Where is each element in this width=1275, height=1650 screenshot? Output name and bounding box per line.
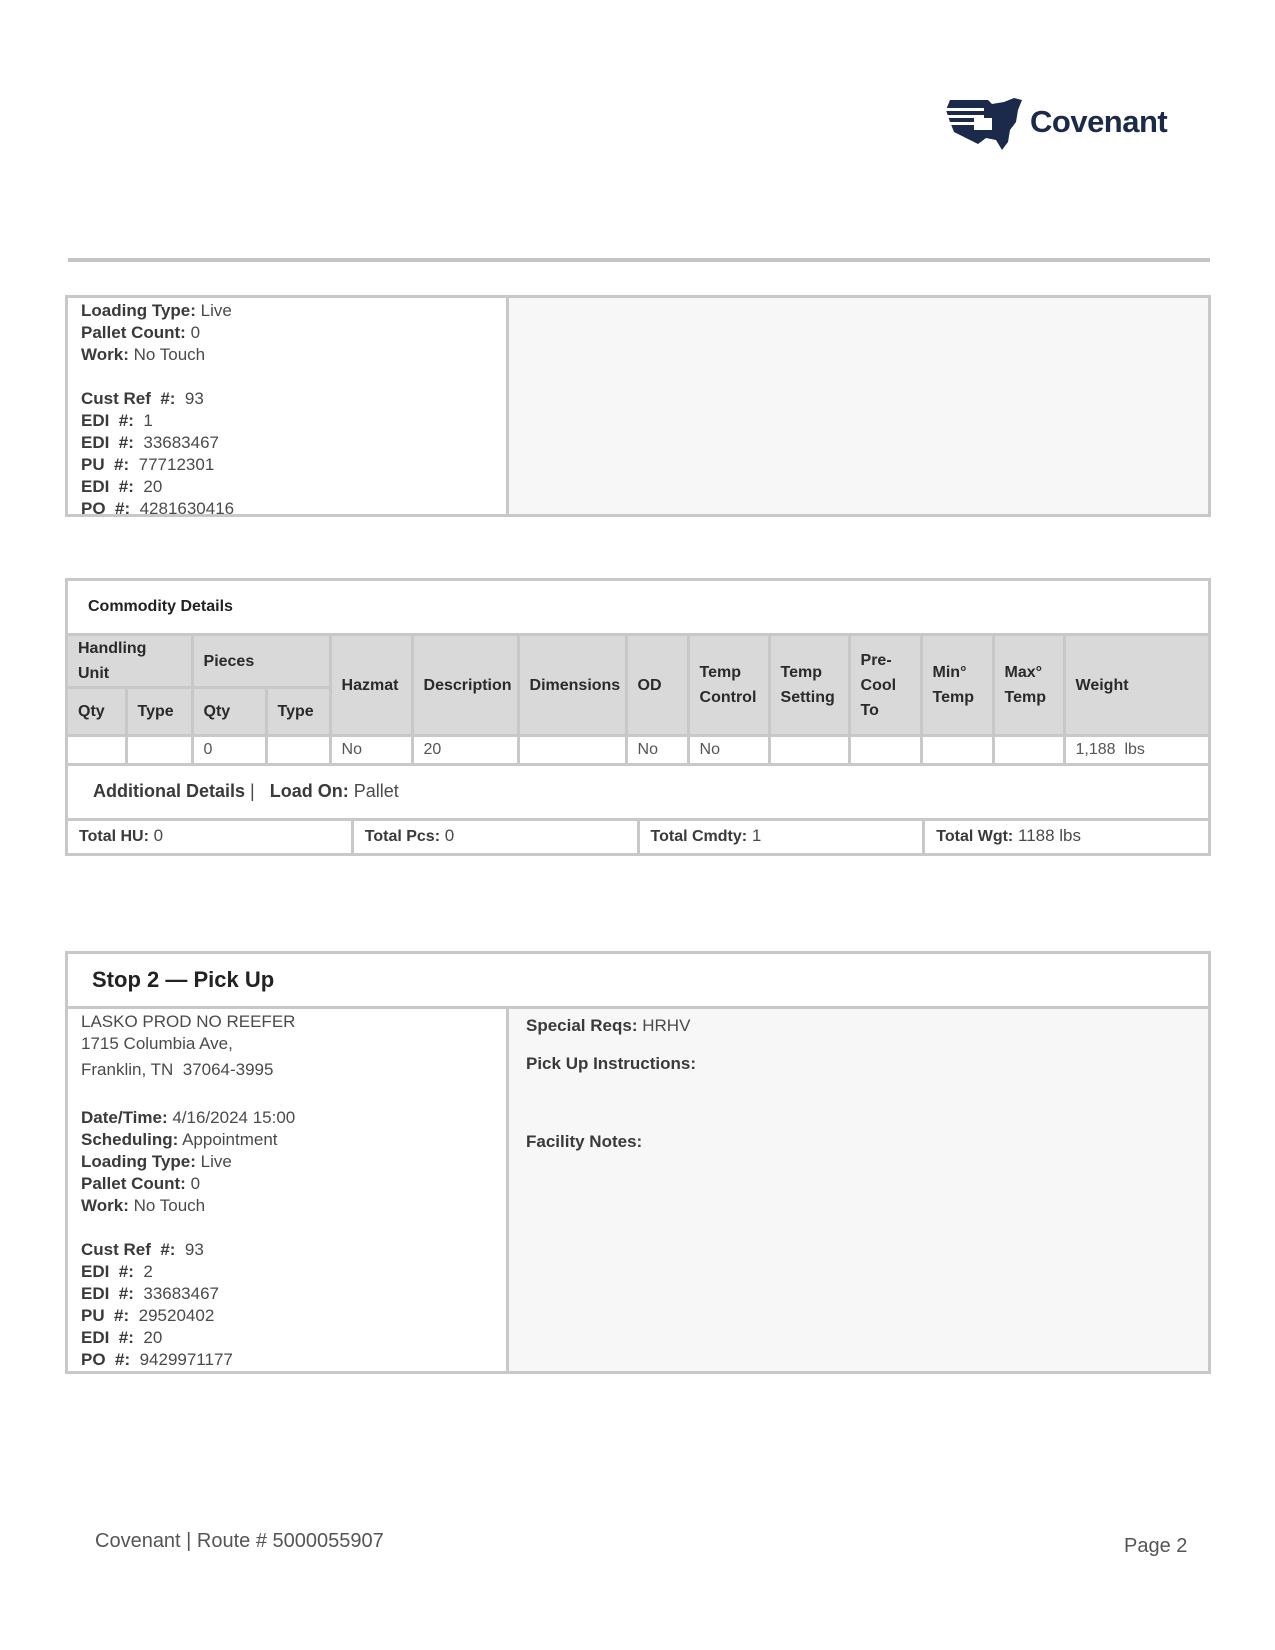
pieces-header: Pieces bbox=[192, 636, 330, 688]
work-line: Work: No Touch bbox=[81, 345, 206, 364]
ref-line: EDI #: 33683467 bbox=[81, 433, 219, 452]
special-reqs-line: Special Reqs: HRHV bbox=[526, 1016, 691, 1035]
commodity-table bbox=[68, 636, 1208, 766]
header-divider bbox=[68, 258, 1210, 262]
description-cell: 20 bbox=[412, 736, 518, 765]
ref-line: Cust Ref #: 93 bbox=[81, 389, 204, 408]
pickup-instructions-label: Pick Up Instructions: bbox=[526, 1054, 697, 1073]
footer-route: Covenant | Route # 5000055907 bbox=[95, 1530, 384, 1552]
od-cell: No bbox=[626, 736, 688, 765]
total-cmdty: Total Cmdty: 1 bbox=[640, 821, 926, 853]
hazmat-header: Hazmat bbox=[330, 636, 412, 736]
work-line: Work: No Touch bbox=[81, 1196, 206, 1215]
loading-type-line: Loading Type: Live bbox=[81, 1152, 232, 1171]
ref-line: PO #: 9429971177 bbox=[81, 1350, 233, 1369]
temp-control-cell: No bbox=[688, 736, 769, 765]
ref-line: EDI #: 1 bbox=[81, 411, 153, 430]
pre-cool-header: Pre-Cool To bbox=[849, 636, 921, 736]
dimensions-header: Dimensions bbox=[518, 636, 626, 736]
dimensions-cell bbox=[518, 736, 626, 765]
temp-setting-cell bbox=[769, 736, 849, 765]
weight-header: Weight bbox=[1064, 636, 1208, 736]
commodity-title: Commodity Details bbox=[68, 581, 1208, 636]
ref-line: PU #: 29520402 bbox=[81, 1306, 215, 1325]
loading-type-line: Loading Type: Live bbox=[81, 301, 232, 320]
covenant-logo bbox=[944, 96, 1168, 154]
us-map-truck-logo-icon bbox=[944, 96, 1026, 152]
pcs-type-header: Type bbox=[266, 688, 330, 736]
description-header: Description bbox=[412, 636, 518, 736]
ref-line: EDI #: 20 bbox=[81, 1328, 163, 1347]
od-header: OD bbox=[626, 636, 688, 736]
pcs-qty-header: Qty bbox=[192, 688, 266, 736]
min-temp-header: Min° Temp bbox=[921, 636, 993, 736]
ref-line: EDI #: 2 bbox=[81, 1262, 153, 1281]
table-row bbox=[68, 736, 1208, 765]
address-line-1: 1715 Columbia Ave, bbox=[81, 1034, 233, 1053]
total-wgt: Total Wgt: 1188 lbs bbox=[936, 826, 1082, 845]
facility-notes-label: Facility Notes: bbox=[526, 1132, 643, 1151]
hu-type-cell bbox=[126, 736, 192, 765]
pre-cool-cell bbox=[849, 736, 921, 765]
stop1-left-panel bbox=[68, 298, 509, 518]
ref-line: EDI #: 33683467 bbox=[81, 1284, 219, 1303]
commodity-details bbox=[65, 578, 1211, 856]
temp-control-header: Temp Control bbox=[688, 636, 769, 736]
pcs-type-cell bbox=[266, 736, 330, 765]
ref-line: PO #: 4281630416 bbox=[81, 499, 235, 518]
hu-qty-header: Qty bbox=[68, 688, 126, 736]
stop2-box bbox=[65, 951, 1211, 1374]
stop1-right-panel bbox=[509, 298, 1208, 514]
temp-setting-header: Temp Setting bbox=[769, 636, 849, 736]
scheduling-line: Scheduling: Appointment bbox=[81, 1130, 278, 1149]
hazmat-cell: No bbox=[330, 736, 412, 765]
stop2-title: Stop 2 — Pick Up bbox=[68, 954, 1208, 1009]
handling-unit-header: Handling Unit bbox=[68, 636, 192, 688]
ref-line: Cust Ref #: 93 bbox=[81, 1240, 204, 1259]
ref-line: EDI #: 20 bbox=[81, 477, 163, 496]
address-line-2: Franklin, TN 37064-3995 bbox=[81, 1060, 274, 1079]
hu-type-header: Type bbox=[126, 688, 192, 736]
additional-details: Additional Details | Load On: Pallet bbox=[68, 766, 1208, 821]
weight-cell: 1,188 lbs bbox=[1064, 736, 1208, 765]
stop2-left-panel bbox=[68, 1009, 509, 1371]
max-temp-header: Max° Temp bbox=[993, 636, 1064, 736]
total-pcs: Total Pcs: 0 bbox=[354, 821, 640, 853]
pallet-count-line: Pallet Count: 0 bbox=[81, 1174, 201, 1193]
stop1-details-box bbox=[65, 295, 1211, 517]
page-number: Page 2 bbox=[1124, 1535, 1188, 1557]
min-temp-cell bbox=[921, 736, 993, 765]
ref-line: PU #: 77712301 bbox=[81, 455, 215, 474]
total-hu: Total HU: 0 bbox=[68, 821, 354, 853]
hu-qty-cell bbox=[68, 736, 126, 765]
datetime-line: Date/Time: 4/16/2024 15:00 bbox=[81, 1108, 296, 1127]
stop2-right-panel bbox=[509, 1009, 1208, 1371]
pcs-qty-cell: 0 bbox=[192, 736, 266, 765]
facility-name: LASKO PROD NO REEFER bbox=[81, 1012, 296, 1031]
pallet-count-line: Pallet Count: 0 bbox=[81, 323, 201, 342]
max-temp-cell bbox=[993, 736, 1064, 765]
logo-wordmark: Covenant bbox=[1030, 104, 1168, 139]
totals-row bbox=[68, 821, 1208, 853]
